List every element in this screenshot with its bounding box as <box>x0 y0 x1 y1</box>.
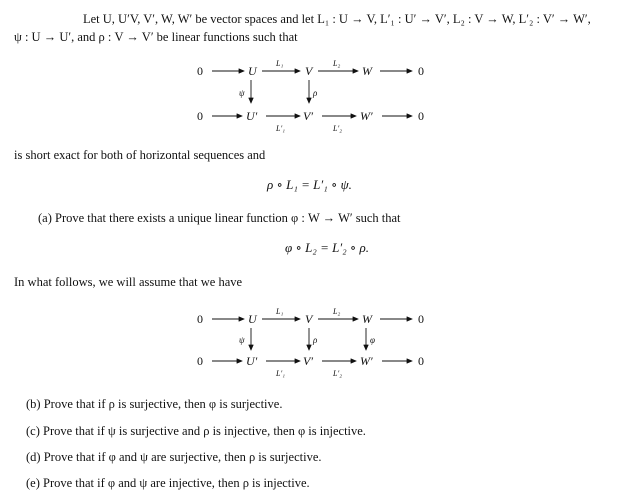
d2-label-rho: ρ <box>313 335 318 345</box>
commutative-diagram-1 <box>0 0 620 160</box>
d1-label-L1p: L′₁ <box>276 124 285 133</box>
d2-top-0-end: 0 <box>418 312 424 326</box>
d1-top-V: V <box>305 64 313 78</box>
d2-top-V: V <box>305 312 313 326</box>
d1-bot-0: 0 <box>197 109 203 123</box>
part-a: (a) Prove that there exists a unique linear function φ : W → W′ such that <box>38 211 401 225</box>
d2-bot-0: 0 <box>197 354 203 368</box>
d1-top-0: 0 <box>197 64 203 78</box>
d1-bot-U: U′ <box>246 109 258 123</box>
intro-line-2: ψ : U → U′, and ρ : V → V′ be linear functions such that <box>14 30 298 44</box>
part-e: (e) Prove that if φ and ψ are injective, then ρ is injective. <box>26 476 310 490</box>
equation-2: φ ∘ L₂ = L′₂ ∘ ρ. <box>285 240 370 255</box>
d2-top-0: 0 <box>197 312 203 326</box>
assume-text: In what follows, we will assume that we have <box>14 275 243 289</box>
d1-bot-0-end: 0 <box>418 109 424 123</box>
d1-bot-W: W′ <box>360 109 373 123</box>
d1-bot-V: V′ <box>303 109 313 123</box>
d1-label-L1: L₁ <box>276 59 284 68</box>
part-b: (b) Prove that if ρ is surjective, then φ is surjective. <box>26 397 283 411</box>
d1-label-rho: ρ <box>313 88 318 98</box>
d2-top-W: W <box>362 312 372 326</box>
d2-label-psi: ψ <box>239 335 245 345</box>
d1-label-L2: L₂ <box>333 59 341 68</box>
intro-line-1: Let U, U′V, V′, W, W′ be vector spaces and let L₁ : U → V, L′₁ : U′ → V′, L₂ : V → W, L′₂ : V′ → W′, <box>83 12 591 26</box>
d2-label-L1: L₁ <box>276 307 284 316</box>
d2-top-U: U <box>248 312 257 326</box>
d2-bot-0-end: 0 <box>418 354 424 368</box>
d2-bot-W: W′ <box>360 354 373 368</box>
d2-label-phi: φ <box>370 335 375 345</box>
d2-bot-V: V′ <box>303 354 313 368</box>
d2-label-L2: L₂ <box>333 307 341 316</box>
commutative-diagram-2 <box>0 290 620 380</box>
d1-top-W: W <box>362 64 372 78</box>
part-d: (d) Prove that if φ and ψ are surjective, then ρ is surjective. <box>26 450 322 464</box>
equation-1: ρ ∘ L₁ = L′₁ ∘ ψ. <box>267 177 352 192</box>
d1-label-psi: ψ <box>239 88 245 98</box>
d2-bot-U: U′ <box>246 354 258 368</box>
d1-top-U: U <box>248 64 257 78</box>
part-c: (c) Prove that if ψ is surjective and ρ is injective, then φ is injective. <box>26 424 366 438</box>
after-diagram-1: is short exact for both of horizontal sequences and <box>14 148 266 162</box>
d2-label-L1p: L′₁ <box>276 369 285 378</box>
d1-top-0-end: 0 <box>418 64 424 78</box>
d2-label-L2p: L′₂ <box>333 369 342 378</box>
d1-label-L2p: L′₂ <box>333 124 342 133</box>
